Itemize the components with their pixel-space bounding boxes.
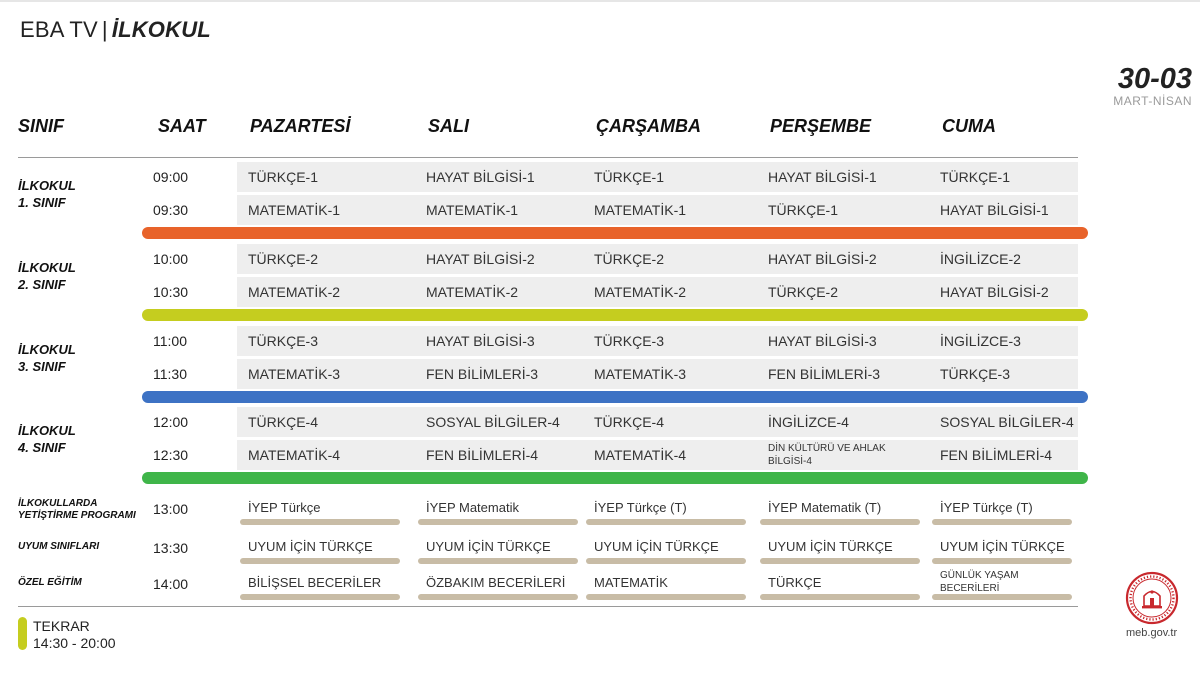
lesson-cell: TÜRKÇE-3 (940, 366, 1011, 382)
program-underline (240, 594, 400, 600)
slot-time: 10:00 (153, 251, 189, 267)
lesson-cell: FEN BİLİMLERİ-4 (426, 447, 539, 463)
top-rule (0, 0, 1200, 2)
program-cell: İYEP Türkçe (248, 500, 321, 515)
grade-label-class: 1. SINIF (18, 195, 66, 210)
program-underline (240, 519, 400, 525)
program-underline (932, 558, 1072, 564)
lesson-cell: TÜRKÇE-1 (768, 202, 839, 218)
channel-title (20, 17, 211, 43)
program-underline (586, 558, 746, 564)
program-underline (760, 594, 920, 600)
date-block (1113, 64, 1192, 108)
program-underline (418, 519, 578, 525)
program-label: İLKOKULLARDA YETİŞTİRME PROGRAMI (18, 498, 136, 521)
lesson-cell: MATEMATİK-4 (594, 447, 687, 463)
slot-time: 09:30 (153, 202, 189, 218)
lesson-cell: HAYAT BİLGİSİ-2 (768, 251, 877, 267)
program-cell: UYUM İÇİN TÜRKÇE (248, 539, 373, 554)
program-underline (760, 558, 920, 564)
program-cell: UYUM İÇİN TÜRKÇE (768, 539, 893, 554)
slot-time: 12:30 (153, 447, 189, 463)
grade-label-class: 2. SINIF (18, 277, 66, 292)
program-cell: UYUM İÇİN TÜRKÇE (940, 539, 1065, 554)
program-underline (760, 519, 920, 525)
lesson-cell: İNGİLİZCE-4 (768, 414, 849, 430)
lesson-cell: MATEMATİK-3 (248, 366, 341, 382)
grade-label (18, 422, 76, 456)
lesson-cell: TÜRKÇE-4 (248, 414, 319, 430)
lesson-cell: MATEMATİK-2 (426, 284, 519, 300)
lesson-cell: TÜRKÇE-2 (768, 284, 839, 300)
lesson-cell: TÜRKÇE-1 (594, 169, 665, 185)
grade-label-class: 4. SINIF (18, 440, 66, 455)
column-header-day: CUMA (942, 116, 996, 136)
lesson-cell: MATEMATİK-2 (594, 284, 687, 300)
grade-label-class: 3. SINIF (18, 359, 66, 374)
lesson-cell: MATEMATİK-1 (426, 202, 519, 218)
header-divider (18, 157, 1078, 158)
program-label: UYUM SINIFLARI (18, 541, 100, 552)
program-cell: GÜNLÜK YAŞAM BECERİLERİ (940, 570, 1019, 594)
date-range: 30-03 (1117, 63, 1192, 95)
lesson-cell: FEN BİLİMLERİ-4 (940, 447, 1053, 463)
program-cell: UYUM İÇİN TÜRKÇE (594, 539, 719, 554)
slot-time: 11:00 (153, 333, 187, 349)
brand-separator: | (101, 17, 108, 42)
column-header-time: SAAT (158, 116, 206, 136)
column-header-day: ÇARŞAMBA (596, 116, 701, 136)
program-cell: İYEP Türkçe (T) (594, 500, 687, 515)
program-underline (932, 519, 1072, 525)
tekrar-marker (18, 617, 27, 650)
program-cell: ÖZBAKIM BECERİLERİ (426, 575, 566, 590)
lesson-cell: HAYAT BİLGİSİ-1 (768, 169, 877, 185)
lesson-cell: MATEMATİK-2 (248, 284, 341, 300)
slot-time: 11:30 (153, 366, 187, 382)
column-header-day: PAZARTESİ (250, 116, 351, 136)
grade-label-level: İLKOKUL (18, 178, 76, 193)
lesson-cell: HAYAT BİLGİSİ-2 (426, 251, 535, 267)
program-cell: İYEP Türkçe (T) (940, 500, 1033, 515)
grade-label-level: İLKOKUL (18, 423, 76, 438)
program-time: 13:30 (153, 540, 189, 556)
lesson-cell: İNGİLİZCE-3 (940, 333, 1021, 349)
program-cell: İYEP Matematik (T) (768, 500, 882, 515)
lesson-cell: MATEMATİK-3 (594, 366, 687, 382)
grade-color-bar (142, 391, 1088, 403)
lesson-cell: TÜRKÇE-2 (594, 251, 665, 267)
lesson-cell: HAYAT BİLGİSİ-1 (426, 169, 535, 185)
lesson-cell: TÜRKÇE-4 (594, 414, 665, 430)
column-header-grade: SINIF (18, 116, 65, 136)
lesson-cell: SOSYAL BİLGİLER-4 (940, 414, 1074, 430)
program-time: 13:00 (153, 501, 189, 517)
program-underline (240, 558, 400, 564)
brand-name: EBA TV (20, 17, 98, 42)
program-cell: BİLİŞSEL BECERİLER (248, 575, 382, 590)
footer-site: meb.gov.tr (1126, 627, 1178, 639)
lesson-cell: FEN BİLİMLERİ-3 (768, 366, 881, 382)
lesson-cell: TÜRKÇE-1 (248, 169, 319, 185)
lesson-cell: HAYAT BİLGİSİ-3 (426, 333, 535, 349)
date-months: MART-NİSAN (1113, 94, 1192, 108)
lesson-cell: TÜRKÇE-3 (594, 333, 665, 349)
program-cell: MATEMATİK (594, 575, 668, 590)
lesson-cell: HAYAT BİLGİSİ-3 (768, 333, 877, 349)
lesson-cell: MATEMATİK-4 (248, 447, 341, 463)
grade-color-bar (142, 472, 1088, 484)
meb-seal-icon (1125, 571, 1179, 625)
grade-color-bar (142, 309, 1088, 321)
slot-time: 12:00 (153, 414, 189, 430)
tekrar-title: TEKRAR (33, 618, 90, 634)
column-header-day: SALI (428, 116, 470, 136)
program-cell: TÜRKÇE (768, 575, 822, 590)
column-header-day: PERŞEMBE (770, 116, 872, 136)
program-underline (418, 558, 578, 564)
program-underline (586, 594, 746, 600)
program-cell: İYEP Matematik (426, 500, 519, 515)
lesson-cell: TÜRKÇE-3 (248, 333, 319, 349)
lesson-cell: TÜRKÇE-1 (940, 169, 1011, 185)
lesson-cell: TÜRKÇE-2 (248, 251, 319, 267)
school-level: İLKOKUL (111, 17, 211, 42)
grade-label (18, 259, 76, 293)
lesson-cell: FEN BİLİMLERİ-3 (426, 366, 539, 382)
program-underline (586, 519, 746, 525)
grade-label (18, 177, 76, 211)
program-cell: UYUM İÇİN TÜRKÇE (426, 539, 551, 554)
slot-time: 10:30 (153, 284, 189, 300)
lesson-cell: DİN KÜLTÜRÜ VE AHLAK BİLGİSİ-4 (768, 443, 886, 467)
program-label: ÖZEL EĞİTİM (18, 577, 82, 588)
slot-time: 09:00 (153, 169, 189, 185)
grade-label-level: İLKOKUL (18, 260, 76, 275)
program-underline (932, 594, 1072, 600)
footer-divider (18, 606, 1078, 607)
grade-color-bar (142, 227, 1088, 239)
lesson-cell: MATEMATİK-1 (248, 202, 341, 218)
program-underline (418, 594, 578, 600)
grade-label-level: İLKOKUL (18, 342, 76, 357)
lesson-cell: HAYAT BİLGİSİ-2 (940, 284, 1049, 300)
grade-label (18, 341, 76, 375)
lesson-cell: MATEMATİK-1 (594, 202, 687, 218)
lesson-cell: İNGİLİZCE-2 (940, 251, 1021, 267)
lesson-cell: SOSYAL BİLGİLER-4 (426, 414, 560, 430)
lesson-cell: HAYAT BİLGİSİ-1 (940, 202, 1049, 218)
program-time: 14:00 (153, 576, 189, 592)
tekrar-hours: 14:30 - 20:00 (33, 635, 116, 651)
